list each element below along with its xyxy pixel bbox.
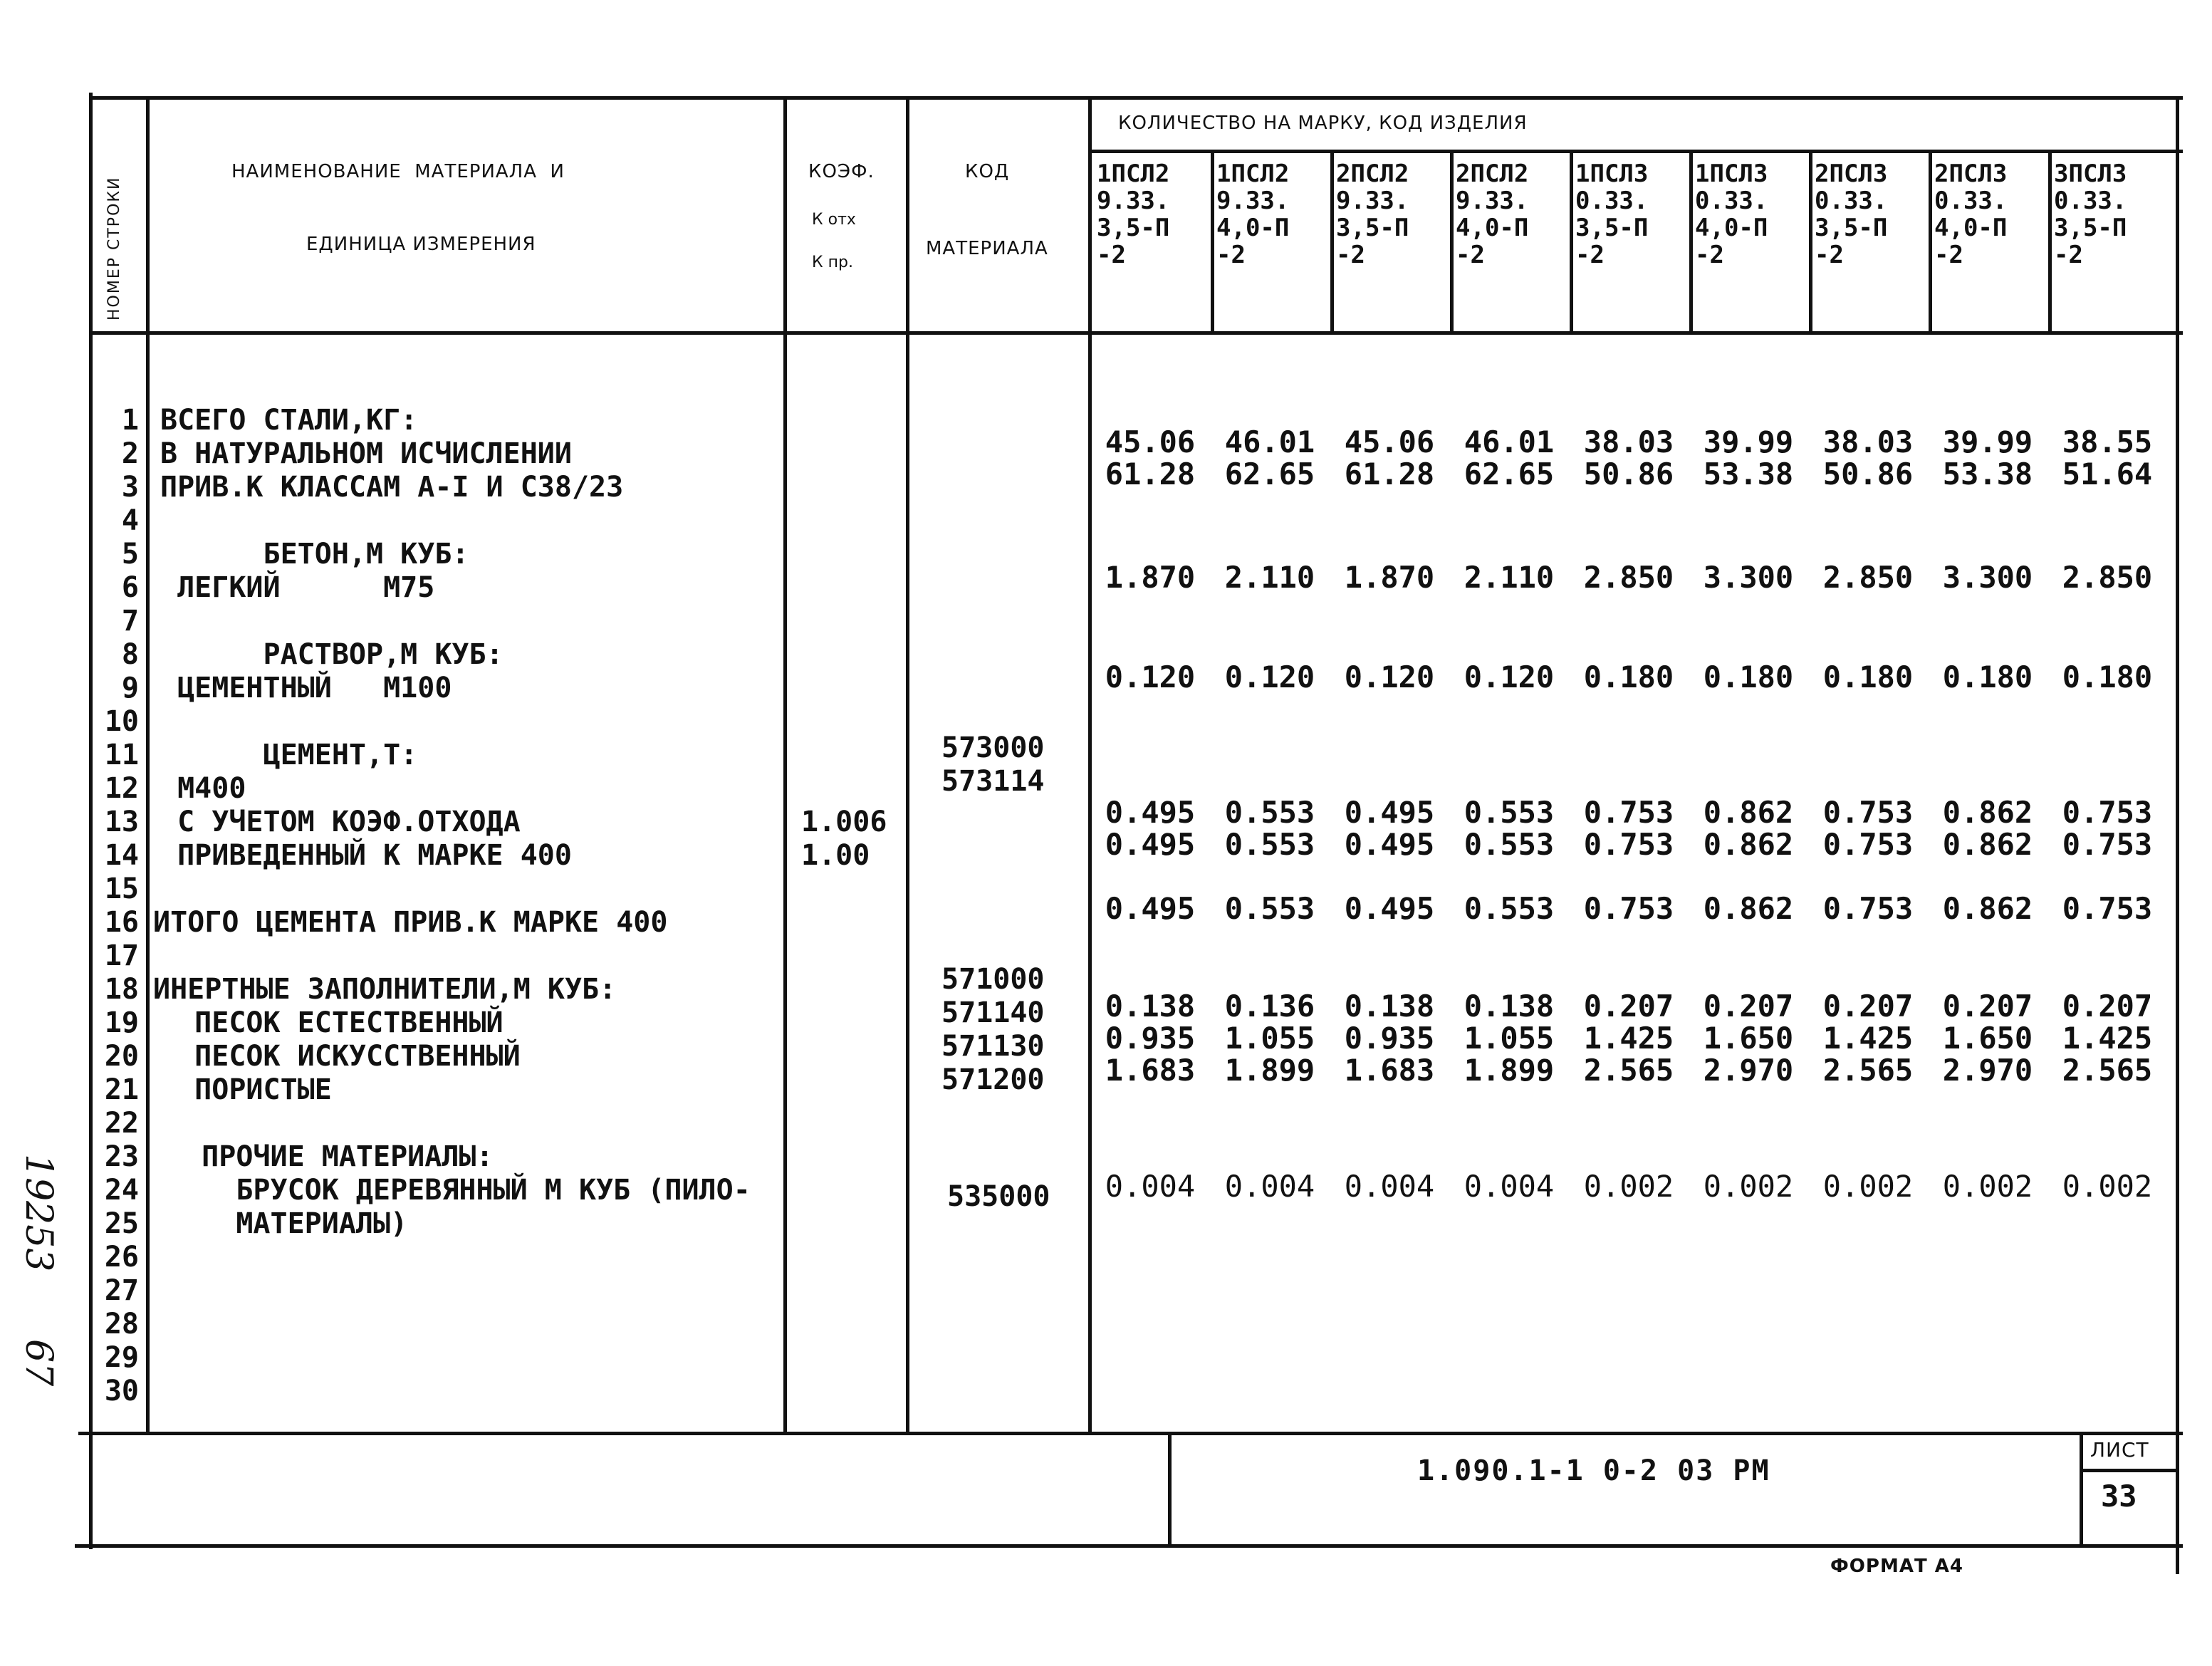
material-name: ИНЕРТНЫЕ ЗАПОЛНИТЕЛИ,М КУБ: [153,973,617,1006]
page-number-note: 67 [17,1339,60,1387]
mark-header: 1ПСЛ3 0.33. 3,5-П -2 [1575,160,1649,269]
qty-value: 0.138 [1105,989,1196,1024]
row-number: 5 [121,538,139,571]
qty-value: 1.899 [1224,1053,1315,1088]
qty-value: 0.004 [1224,1169,1315,1204]
material-name: РАСТВОР,М КУБ: [160,638,504,671]
material-name: БЕТОН,М КУБ: [160,538,469,571]
qty-value: 1.055 [1224,1021,1315,1056]
row-number: 11 [104,739,139,771]
material-name: ПЕСОК ЕСТЕСТВЕННЫЙ [160,1006,504,1039]
material-name: ПОРИСТЫЕ [160,1073,332,1106]
qty-value: 0.862 [1942,827,2033,862]
material-name: М400 [160,772,246,805]
rownum-right-line [146,96,150,1435]
qty-value: 0.138 [1464,989,1555,1024]
row-number: 9 [121,672,139,704]
qty-value: 2.850 [1822,560,1914,595]
row-number: 2 [121,437,139,470]
qty-value: 0.180 [2062,660,2153,694]
qty-value: 0.553 [1464,891,1555,926]
mark-header: 2ПСЛ2 9.33. 3,5-П -2 [1336,160,1409,269]
qty-value: 2.110 [1464,560,1555,595]
qty-value: 0.553 [1224,827,1315,862]
material-name: БРУСОК ДЕРЕВЯННЫЙ М КУБ (ПИЛО- [167,1174,751,1207]
row-number: 29 [104,1341,139,1374]
qty-value: 0.120 [1224,660,1315,694]
qty-value: 1.425 [1583,1021,1674,1056]
qty-value: 0.207 [2062,989,2153,1024]
mark-col-sep [1211,151,1214,333]
qty-value: 0.002 [1703,1169,1794,1204]
frame-top-line [89,96,2183,100]
qty-title-line [1090,150,2183,153]
qty-value: 38.55 [2062,425,2153,459]
row-number: 6 [121,571,139,604]
qty-value: 0.495 [1105,891,1196,926]
row-number: 10 [104,705,139,738]
qty-value: 0.753 [2062,795,2153,830]
format-label: ФОРМАТ А4 [1830,1556,1963,1577]
frame-right-line [2176,96,2179,1574]
qty-value: 61.28 [1344,457,1435,491]
mark-header: 1ПСЛ2 9.33. 3,5-П -2 [1097,160,1170,269]
qty-value: 0.862 [1703,827,1794,862]
qty-value: 0.002 [1822,1169,1914,1204]
qty-value: 2.970 [1703,1053,1794,1088]
material-code: 571130 [941,1030,1045,1063]
row-number: 7 [121,605,139,637]
qty-value: 0.495 [1105,827,1196,862]
row-number: 18 [104,973,139,1006]
qty-value: 2.565 [1583,1053,1674,1088]
qty-value: 0.753 [1822,827,1914,862]
material-name: ЛЕГКИЙ М75 [160,571,435,604]
row-number: 25 [104,1207,139,1240]
row-number: 17 [104,939,139,972]
qty-value: 2.970 [1942,1053,2033,1088]
row-number: 28 [104,1308,139,1340]
qty-value: 1.870 [1105,560,1196,595]
qty-value: 0.120 [1105,660,1196,694]
code-header-line1: КОД [965,161,1010,182]
sheet-box-mid-line [2080,1469,2179,1472]
qty-value: 1.683 [1344,1053,1435,1088]
qty-value: 0.495 [1344,827,1435,862]
material-name-header-line1: НАИМЕНОВАНИЕ МАТЕРИАЛА И [231,161,565,182]
qty-value: 51.64 [2062,457,2153,491]
qty-value: 0.862 [1942,795,2033,830]
mark-col-sep [1330,151,1334,333]
qty-value: 39.99 [1942,425,2033,459]
qty-value: 1.650 [1703,1021,1794,1056]
sheet-box-left-line [2080,1432,2083,1546]
material-name: ПРИВ.К КЛАССАМ А-I И С38/23 [160,471,624,504]
row-number: 14 [104,839,139,872]
qty-value: 0.553 [1464,827,1555,862]
qty-value: 46.01 [1464,425,1555,459]
qty-value: 0.138 [1344,989,1435,1024]
qty-value: 53.38 [1942,457,2033,491]
sheet-label: ЛИСТ [2090,1438,2149,1462]
mark-header: 3ПСЛ3 0.33. 3,5-П -2 [2054,160,2127,269]
row-number: 3 [121,471,139,504]
qty-value: 38.03 [1822,425,1914,459]
qty-value: 0.180 [1942,660,2033,694]
qty-value: 50.86 [1583,457,1674,491]
row-number: 12 [104,772,139,805]
qty-value: 3.300 [1703,560,1794,595]
qty-value: 61.28 [1105,457,1196,491]
qty-title: КОЛИЧЕСТВО НА МАРКУ, КОД ИЗДЕЛИЯ [1118,113,1528,134]
material-code: 571140 [941,996,1045,1029]
coef-value: 1.00 [801,839,870,872]
coef-right-line [906,96,909,1435]
coef-value: 1.006 [801,806,887,838]
qty-value: 0.207 [1822,989,1914,1024]
material-name: С УЧЕТОМ КОЭФ.ОТХОДА [160,806,521,838]
mark-col-sep [2048,151,2052,333]
qty-value: 2.110 [1224,560,1315,595]
qty-value: 0.553 [1464,795,1555,830]
qty-value: 0.002 [1583,1169,1674,1204]
mark-header: 2ПСЛ3 0.33. 3,5-П -2 [1815,160,1888,269]
coef-header-line3: К пр. [812,254,853,271]
material-code: 573000 [941,732,1045,764]
row-number: 1 [121,404,139,437]
qty-value: 0.862 [1942,891,2033,926]
qty-value: 0.753 [2062,891,2153,926]
mark-header: 1ПСЛ3 0.33. 4,0-П -2 [1695,160,1768,269]
qty-value: 0.553 [1224,795,1315,830]
qty-value: 62.65 [1464,457,1555,491]
qty-value: 45.06 [1344,425,1435,459]
document-code: 1.090.1-1 0-2 03 РМ [1417,1454,1770,1487]
material-name: ПРОЧИЕ МАТЕРИАЛЫ: [167,1140,494,1173]
row-number: 21 [104,1073,139,1106]
qty-value: 0.753 [1583,795,1674,830]
qty-value: 45.06 [1105,425,1196,459]
qty-value: 0.004 [1464,1169,1555,1204]
row-number: 19 [104,1006,139,1039]
qty-value: 1.650 [1942,1021,2033,1056]
row-number: 26 [104,1241,139,1274]
qty-value: 2.565 [1822,1053,1914,1088]
material-name: МАТЕРИАЛЫ) [167,1207,408,1240]
qty-value: 0.553 [1224,891,1315,926]
stamp-divider-line [1168,1432,1172,1546]
qty-value: 0.002 [2062,1169,2153,1204]
row-number: 13 [104,806,139,838]
row-number: 24 [104,1174,139,1207]
coef-header-line1: КОЭФ. [808,161,875,182]
qty-value: 0.935 [1344,1021,1435,1056]
material-name: ЦЕМЕНТНЫЙ М100 [160,672,452,704]
qty-value: 50.86 [1822,457,1914,491]
qty-value: 0.180 [1703,660,1794,694]
qty-value: 0.120 [1344,660,1435,694]
qty-value: 0.495 [1344,795,1435,830]
qty-value: 1.899 [1464,1053,1555,1088]
mark-col-sep [1689,151,1693,333]
material-name: ПРИВЕДЕННЫЙ К МАРКЕ 400 [160,839,572,872]
mark-header: 2ПСЛ2 9.33. 4,0-П -2 [1456,160,1529,269]
qty-value: 0.753 [1583,891,1674,926]
row-number: 4 [121,504,139,537]
qty-value: 1.055 [1464,1021,1555,1056]
body-bottom-line [78,1432,2183,1435]
row-number-header: НОМЕР СТРОКИ [105,176,123,321]
qty-value: 46.01 [1224,425,1315,459]
qty-value: 0.495 [1105,795,1196,830]
qty-value: 38.03 [1583,425,1674,459]
qty-value: 0.862 [1703,795,1794,830]
code-header-line2: МАТЕРИАЛА [926,238,1048,259]
inventory-number: 19253 [17,1154,60,1272]
qty-value: 1.425 [1822,1021,1914,1056]
mark-header: 2ПСЛ3 0.33. 4,0-П -2 [1934,160,2008,269]
mark-col-sep [1809,151,1812,333]
mark-col-sep [1570,151,1573,333]
qty-value: 0.753 [1822,795,1914,830]
row-number: 22 [104,1107,139,1140]
qty-value: 0.495 [1344,891,1435,926]
qty-value: 0.120 [1464,660,1555,694]
qty-value: 0.004 [1105,1169,1196,1204]
row-number: 27 [104,1274,139,1307]
sheet-number: 33 [2101,1479,2137,1514]
qty-value: 0.753 [1583,827,1674,862]
qty-value: 1.683 [1105,1053,1196,1088]
row-number: 8 [121,638,139,671]
qty-value: 2.565 [2062,1053,2153,1088]
qty-value: 0.753 [2062,827,2153,862]
qty-value: 0.753 [1822,891,1914,926]
row-number: 15 [104,873,139,905]
material-code: 535000 [947,1180,1050,1213]
qty-value: 0.207 [1942,989,2033,1024]
qty-value: 0.180 [1822,660,1914,694]
qty-value: 1.870 [1344,560,1435,595]
material-name: ВСЕГО СТАЛИ,КГ: [160,404,418,437]
qty-value: 0.136 [1224,989,1315,1024]
material-name: ЦЕМЕНТ,Т: [160,739,418,771]
stamp-bottom-line [75,1544,2183,1548]
header-bottom-line [89,331,2183,335]
material-name: В НАТУРАЛЬНОМ ИСЧИСЛЕНИИ [160,437,572,470]
row-number: 20 [104,1040,139,1073]
qty-value: 0.004 [1344,1169,1435,1204]
material-code: 571200 [941,1063,1045,1096]
qty-value: 0.002 [1942,1169,2033,1204]
coef-header-line2: К отх [812,211,856,229]
code-right-line [1088,96,1092,1435]
row-number: 16 [104,906,139,939]
qty-value: 0.180 [1583,660,1674,694]
name-right-line [783,96,787,1435]
qty-value: 3.300 [1942,560,2033,595]
qty-value: 0.207 [1583,989,1674,1024]
material-code: 573114 [941,765,1045,798]
material-name: ИТОГО ЦЕМЕНТА ПРИВ.К МАРКЕ 400 [153,906,668,939]
qty-value: 1.425 [2062,1021,2153,1056]
qty-value: 2.850 [1583,560,1674,595]
qty-value: 2.850 [2062,560,2153,595]
mark-col-sep [1450,151,1454,333]
qty-value: 0.862 [1703,891,1794,926]
qty-value: 39.99 [1703,425,1794,459]
qty-value: 0.935 [1105,1021,1196,1056]
material-code: 571000 [941,963,1045,996]
qty-value: 53.38 [1703,457,1794,491]
qty-value: 62.65 [1224,457,1315,491]
row-number: 23 [104,1140,139,1173]
mark-header: 1ПСЛ2 9.33. 4,0-П -2 [1216,160,1290,269]
material-name-header-line2: ЕДИНИЦА ИЗМЕРЕНИЯ [306,234,536,255]
mark-col-sep [1929,151,1932,333]
material-name: ПЕСОК ИСКУССТВЕННЫЙ [160,1040,521,1073]
qty-value: 0.207 [1703,989,1794,1024]
row-number: 30 [104,1375,139,1407]
